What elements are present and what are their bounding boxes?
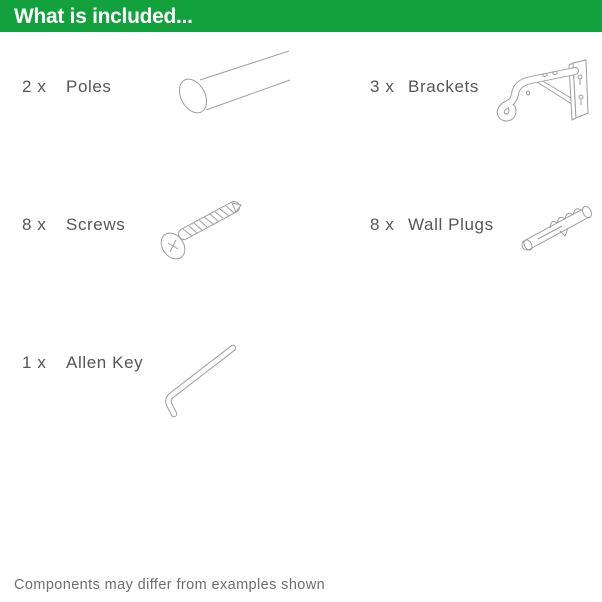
item-label: Poles	[66, 77, 112, 96]
item-qty: 8 x	[370, 215, 395, 234]
bracket-icon	[495, 56, 595, 128]
allen-key-icon	[152, 338, 250, 420]
item-wall-plugs	[370, 215, 494, 235]
item-qty: 1 x	[22, 353, 47, 372]
item-screws	[22, 215, 125, 235]
item-label: Screws	[66, 215, 126, 234]
header-banner	[0, 0, 602, 32]
item-qty: 3 x	[370, 77, 395, 96]
item-allen-key	[22, 353, 143, 373]
item-label: Wall Plugs	[408, 215, 494, 234]
item-poles	[22, 77, 112, 97]
wall-plug-icon	[516, 198, 602, 258]
item-label: Allen Key	[66, 353, 144, 372]
item-qty: 2 x	[22, 77, 47, 96]
page-title: What is included...	[14, 4, 193, 28]
pole-icon	[162, 48, 290, 118]
screw-icon	[157, 197, 245, 265]
footer-note: Components may differ from examples shown	[14, 577, 326, 593]
item-brackets	[370, 77, 479, 97]
item-qty: 8 x	[22, 215, 47, 234]
item-label: Brackets	[408, 77, 479, 96]
